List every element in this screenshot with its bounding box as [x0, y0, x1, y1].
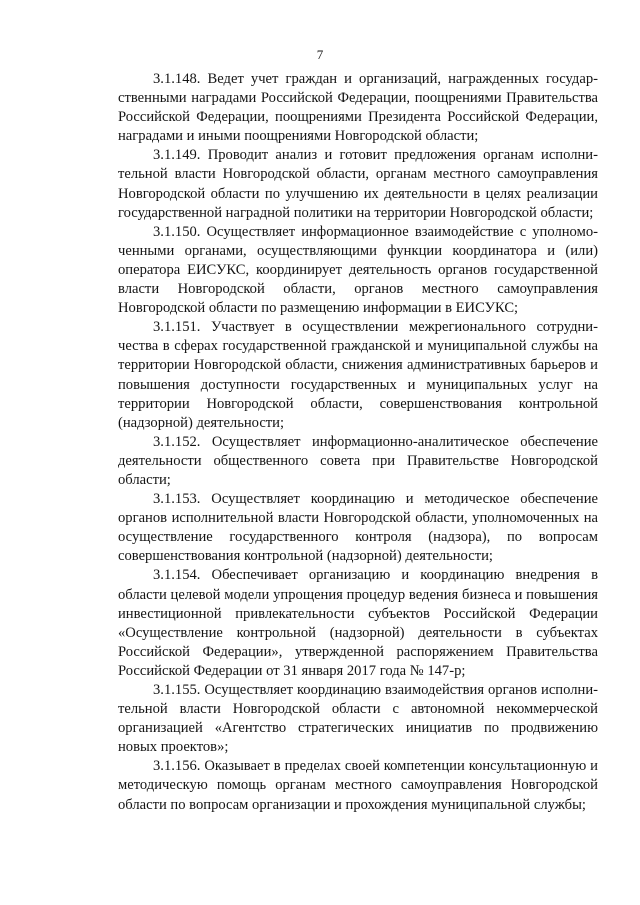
- paragraph-3-1-153: 3.1.153. Осуществляет координацию и методическое обеспечение органов исполнительной власти Новгородской области, уполномоченных на осуществление государственного контроля (надзора), по вопросам совершенствования контрольной (надзорной) деятельности;: [118, 491, 598, 565]
- paragraph-3-1-155: 3.1.155. Осуществляет координацию взаимодействия органов исполнительной власти Новгородской области с автономной некоммерческой организацией «Агентство стратегических инициатив по продвижению новых проектов»;: [118, 682, 598, 756]
- paragraph-3-1-150: 3.1.150. Осуществляет информационное взаимодействие с уполномоченными органами, осуществляющими функции координатора и (или) оператора ЕИСУКС, координирует деятельность органов государственной власти Новгородской области, органов местного самоуправления Новгородской области по размещению информации в ЕИСУКС;: [118, 223, 598, 317]
- page-number: 7: [316, 47, 324, 62]
- paragraph-3-1-148: 3.1.148. Ведет учет граждан и организаций, награжденных государственными наградами Российской Федерации, поощрениями Правительства Российской Федерации, поощрениями Президента Российской Федерации, наградами и иными поощрениями Новгородской области;: [118, 71, 598, 145]
- paragraph-3-1-152: 3.1.152. Осуществляет информационно-аналитическое обеспечение деятельности общественного совета при Правительстве Новгородской области;: [118, 433, 598, 488]
- paragraph-3-1-156: 3.1.156. Оказывает в пределах своей компетенции консультационную и методическую помощь органам местного самоуправления Новгородской области по вопросам организации и прохождения муниципальной службы;: [118, 758, 598, 813]
- document-body: [118, 70, 598, 815]
- paragraph-3-1-151: 3.1.151. Участвует в осуществлении межрегионального сотрудничества в сферах государственной гражданской и муниципальной службы на территории Новгородской области, снижения административных барьеров и повышения доступности государственных и муниципальных услуг на территории Новгородской области, совершенствования контрольной (надзорной) деятельности;: [118, 319, 598, 431]
- paragraph-3-1-154: 3.1.154. Обеспечивает организацию и координацию внедрения в области целевой модели упрощения процедур ведения бизнеса и повышения инвестиционной привлекательности субъектов Российской Федерации «Осуществление контрольной (надзорной) деятельности в субъектах Российской Федерации», утвержденной распоряжением Правительства Российской Федерации от 31 января 2017 года № 147-р;: [118, 567, 598, 679]
- paragraph-3-1-149: 3.1.149. Проводит анализ и готовит предложения органам исполнительной власти Новгородской области, органам местного самоуправления Новгородской области по улучшению их деятельности в целях реализации государственной наградной политики на территории Новгородской области;: [118, 147, 598, 221]
